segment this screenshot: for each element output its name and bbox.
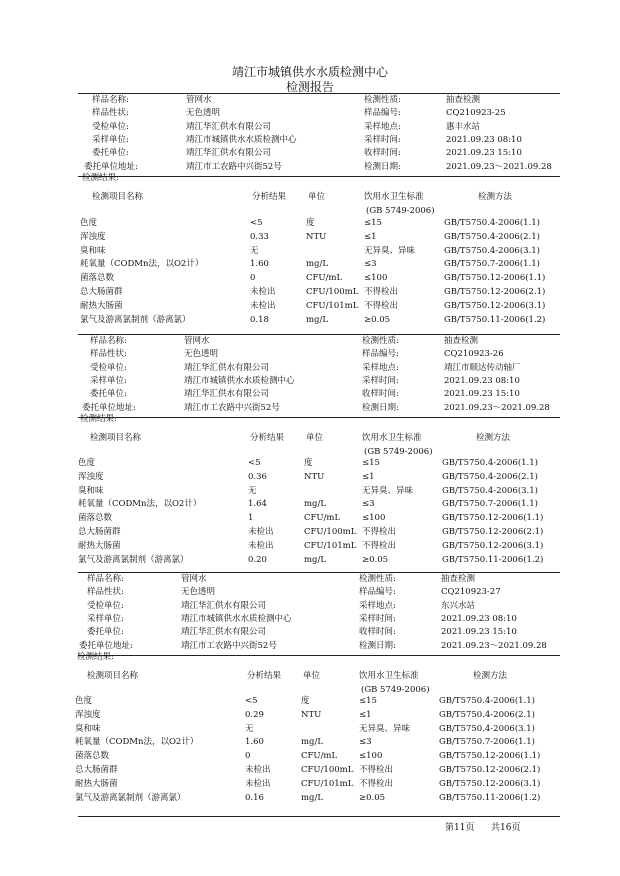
method-value: GB/T5750.12-2006(1.1) xyxy=(442,513,544,523)
standard-value: ≤1 xyxy=(364,232,377,242)
col-header-unit: 单位 xyxy=(306,433,324,443)
value-sample-state: 无色透明 xyxy=(181,587,216,598)
item-name: 耐热大肠菌 xyxy=(75,779,118,789)
col-header-standard-code: (GB 5749-2006) xyxy=(364,447,433,457)
label-sampling-time: 采样时间: xyxy=(362,375,399,386)
label-test-date: 检测日期: xyxy=(362,402,399,413)
standard-value: 不得检出 xyxy=(364,301,399,311)
unit-value: CFU/mL xyxy=(301,751,338,761)
result-value: 1 xyxy=(248,513,254,523)
result-value: 0.20 xyxy=(248,555,267,565)
result-value: 无 xyxy=(248,486,257,496)
col-header-standard: 饮用水卫生标准 xyxy=(359,671,419,681)
value-sampling-unit: 靖江市城镇供水水质检测中心 xyxy=(186,134,297,145)
method-value: GB/T5750.4-2006(1.1) xyxy=(439,696,535,706)
standard-value: ≤1 xyxy=(359,710,372,720)
value-test-nature: 抽查检测 xyxy=(446,95,481,105)
standard-value: ≤3 xyxy=(359,737,372,747)
unit-value: 度 xyxy=(306,218,315,228)
unit-value: mg/L xyxy=(304,499,327,509)
col-header-item: 检测项目名称 xyxy=(92,192,144,202)
standard-value: 不得检出 xyxy=(362,541,397,551)
item-name: 臭和味 xyxy=(78,486,104,496)
result-value: 0.29 xyxy=(245,710,264,720)
label-sample-no: 样品编号: xyxy=(362,349,399,360)
unit-value: CFU/mL xyxy=(306,273,343,283)
label-sampling-time: 采样时间: xyxy=(364,134,401,145)
unit-value: CFU/101mL xyxy=(304,541,357,551)
label-sample-name: 样品名称: xyxy=(90,336,127,346)
divider-line xyxy=(78,655,560,656)
method-value: GB/T5750.11-2006(1.2) xyxy=(439,793,541,803)
value-client-address: 靖江市工农路中兴街52号 xyxy=(181,640,277,651)
value-sample-no: CQ210923-25 xyxy=(446,108,506,119)
item-name: 色度 xyxy=(80,218,98,228)
item-name: 氯气及游离氯制剂（游离氯） xyxy=(75,793,186,803)
standard-value: 无异臭、异味 xyxy=(359,724,411,734)
item-name: 耗氧量（CODMn法，以O2计） xyxy=(78,499,202,509)
value-client-address: 靖江市工农路中兴街52号 xyxy=(186,161,282,172)
method-value: GB/T5750.4-2006(2.1) xyxy=(444,232,540,242)
value-entrusted-unit: 靖江华汇供水有限公司 xyxy=(181,600,267,611)
value-received-time: 2021.09.23 15:10 xyxy=(446,148,522,159)
label-client-address: 委托单位地址: xyxy=(79,640,133,651)
standard-value: 不得检出 xyxy=(364,287,399,297)
col-header-unit: 单位 xyxy=(308,192,326,202)
label-sampling-site: 采样地点: xyxy=(362,362,399,373)
unit-value: CFU/100mL xyxy=(304,527,357,537)
method-value: GB/T5750.4-2006(3.1) xyxy=(439,724,535,734)
report-title: 检测报告 xyxy=(285,80,334,94)
label-client-unit: 委托单位: xyxy=(87,627,124,638)
method-value: GB/T5750.11-2006(1.2) xyxy=(444,315,546,325)
standard-value: 无异臭、异味 xyxy=(364,246,416,256)
standard-value: ≤15 xyxy=(364,218,382,228)
standard-value: 不得检出 xyxy=(359,765,394,775)
label-entrusted-unit: 受检单位: xyxy=(87,600,124,611)
item-name: 耐热大肠菌 xyxy=(78,541,121,551)
item-name: 总大肠菌群 xyxy=(78,527,121,537)
label-sample-state: 样品性状: xyxy=(87,587,124,598)
item-name: 色度 xyxy=(78,458,96,468)
item-name: 菌落总数 xyxy=(80,273,115,283)
value-sample-state: 无色透明 xyxy=(184,349,219,360)
label-sampling-site: 采样地点: xyxy=(364,121,401,132)
item-name: 浑浊度 xyxy=(80,232,106,242)
col-header-method: 检测方法 xyxy=(478,192,513,202)
divider-line xyxy=(78,93,560,94)
col-header-result: 分析结果 xyxy=(252,192,287,202)
col-header-unit: 单位 xyxy=(303,671,321,681)
value-test-nature: 抽查检测 xyxy=(444,336,479,346)
item-name: 浑浊度 xyxy=(75,710,101,720)
unit-value: mg/L xyxy=(301,737,324,747)
results-label: 检测结果: xyxy=(80,414,117,424)
value-sample-name: 管网水 xyxy=(186,95,212,105)
label-test-nature: 检测性质: xyxy=(364,95,401,105)
value-test-date: 2021.09.23～2021.09.28 xyxy=(446,161,552,172)
result-value: 无 xyxy=(245,724,254,734)
unit-value: mg/L xyxy=(301,793,324,803)
standard-value: 不得检出 xyxy=(362,527,397,537)
unit-value: 度 xyxy=(304,458,313,468)
label-sample-no: 样品编号: xyxy=(359,587,396,598)
col-header-method: 检测方法 xyxy=(476,433,511,443)
col-header-result: 分析结果 xyxy=(250,433,285,443)
value-client-address: 靖江市工农路中兴街52号 xyxy=(184,402,280,413)
item-name: 氯气及游离氯制剂（游离氯） xyxy=(78,555,189,565)
unit-value: NTU xyxy=(306,232,327,242)
results-label: 检测结果: xyxy=(77,652,114,662)
value-test-nature: 抽查检测 xyxy=(441,574,476,584)
item-name: 总大肠菌群 xyxy=(80,287,123,297)
standard-value: ≥0.05 xyxy=(364,315,391,325)
item-name: 耗氧量（CODMn法，以O2计） xyxy=(80,259,204,269)
col-header-standard: 饮用水卫生标准 xyxy=(362,433,422,443)
col-header-item: 检测项目名称 xyxy=(87,671,139,681)
result-value: 无 xyxy=(250,246,259,256)
col-header-result: 分析结果 xyxy=(247,671,282,681)
method-value: GB/T5750.4-2006(3.1) xyxy=(444,246,540,256)
value-sampling-site: 东兴水站 xyxy=(441,600,476,611)
value-received-time: 2021.09.23 15:10 xyxy=(444,389,520,400)
method-value: GB/T5750.12-2006(3.1) xyxy=(444,301,546,311)
org-title: 靖江市城镇供水水质检测中心 xyxy=(231,65,388,79)
method-value: GB/T5750.12-2006(3.1) xyxy=(439,779,541,789)
unit-value: CFU/mL xyxy=(304,513,341,523)
unit-value: 度 xyxy=(301,696,310,706)
value-test-date: 2021.09.23～2021.09.28 xyxy=(444,402,550,413)
col-header-method: 检测方法 xyxy=(473,671,508,681)
divider-line xyxy=(78,334,560,335)
method-value: GB/T5750.7-2006(1.1) xyxy=(444,259,540,269)
standard-value: 无异臭、异味 xyxy=(362,486,414,496)
result-value: 未检出 xyxy=(250,287,276,297)
method-value: GB/T5750.4-2006(1.1) xyxy=(444,218,540,228)
label-sample-no: 样品编号: xyxy=(364,108,401,119)
result-value: 1.64 xyxy=(248,499,267,509)
standard-value: ≤15 xyxy=(359,696,377,706)
value-sampling-unit: 靖江市城镇供水水质检测中心 xyxy=(184,375,295,386)
method-value: GB/T5750.12-2006(2.1) xyxy=(442,527,544,537)
method-value: GB/T5750.4-2006(2.1) xyxy=(439,710,535,720)
label-entrusted-unit: 受检单位: xyxy=(92,121,129,132)
label-test-date: 检测日期: xyxy=(359,640,396,651)
value-sample-name: 管网水 xyxy=(184,336,210,346)
label-sampling-unit: 采样单位: xyxy=(90,375,127,386)
unit-value: mg/L xyxy=(306,315,329,325)
value-sampling-time: 2021.09.23 08:10 xyxy=(446,134,522,145)
value-received-time: 2021.09.23 15:10 xyxy=(441,627,517,638)
value-sample-no: CQ210923-26 xyxy=(444,349,504,360)
standard-value: ≤3 xyxy=(364,259,377,269)
unit-value: NTU xyxy=(304,472,325,482)
method-value: GB/T5750.12-2006(2.1) xyxy=(439,765,541,775)
method-value: GB/T5750.12-2006(2.1) xyxy=(444,287,546,297)
value-entrusted-unit: 靖江华汇供水有限公司 xyxy=(184,362,270,373)
value-sampling-unit: 靖江市城镇供水水质检测中心 xyxy=(181,613,292,624)
value-sample-name: 管网水 xyxy=(181,574,207,584)
standard-value: ≤100 xyxy=(359,751,383,761)
label-received-time: 收样时间: xyxy=(359,627,396,638)
method-value: GB/T5750.12-2006(1.1) xyxy=(444,273,546,283)
col-header-standard-code: (GB 5749-2006) xyxy=(361,685,430,695)
label-sampling-unit: 采样单位: xyxy=(87,613,124,624)
item-name: 耗氧量（CODMn法，以O2计） xyxy=(75,737,199,747)
col-header-standard-code: (GB 5749-2006) xyxy=(366,206,435,216)
unit-value: mg/L xyxy=(304,555,327,565)
method-value: GB/T5750.7-2006(1.1) xyxy=(442,499,538,509)
label-client-unit: 委托单位: xyxy=(90,389,127,400)
standard-value: ≤100 xyxy=(362,513,386,523)
method-value: GB/T5750.12-2006(3.1) xyxy=(442,541,544,551)
result-value: 0.16 xyxy=(245,793,264,803)
result-value: 0.18 xyxy=(250,315,269,325)
item-name: 耐热大肠菌 xyxy=(80,301,123,311)
label-sample-name: 样品名称: xyxy=(92,95,129,105)
label-sample-state: 样品性状: xyxy=(92,108,129,119)
value-client-unit: 靖江华汇供水有限公司 xyxy=(186,148,272,159)
label-sample-name: 样品名称: xyxy=(87,574,124,584)
standard-value: ≥0.05 xyxy=(359,793,386,803)
unit-value: CFU/100mL xyxy=(306,287,359,297)
divider-line xyxy=(78,572,560,573)
unit-value: NTU xyxy=(301,710,322,720)
result-value: 未检出 xyxy=(245,779,271,789)
result-value: 未检出 xyxy=(248,541,274,551)
unit-value: CFU/101mL xyxy=(301,779,354,789)
label-sampling-unit: 采样单位: xyxy=(92,134,129,145)
item-name: 浑浊度 xyxy=(78,472,104,482)
label-test-date: 检测日期: xyxy=(364,161,401,172)
standard-value: ≥0.05 xyxy=(362,555,389,565)
label-test-nature: 检测性质: xyxy=(362,336,399,346)
result-value: <5 xyxy=(250,218,263,228)
unit-value: mg/L xyxy=(306,259,329,269)
value-entrusted-unit: 靖江华汇供水有限公司 xyxy=(186,121,272,132)
result-value: 0 xyxy=(245,751,251,761)
value-client-unit: 靖江华汇供水有限公司 xyxy=(181,627,267,638)
divider-line xyxy=(78,816,560,817)
label-client-unit: 委托单位: xyxy=(92,148,129,159)
standard-value: ≤1 xyxy=(362,472,375,482)
result-value: 0.36 xyxy=(248,472,267,482)
unit-value: CFU/101mL xyxy=(306,301,359,311)
method-value: GB/T5750.7-2006(1.1) xyxy=(439,737,535,747)
item-name: 氯气及游离氯制剂（游离氯） xyxy=(80,315,191,325)
standard-value: ≤3 xyxy=(362,499,375,509)
label-received-time: 收样时间: xyxy=(364,148,401,159)
label-sample-state: 样品性状: xyxy=(90,349,127,360)
value-sampling-time: 2021.09.23 08:10 xyxy=(441,613,517,624)
result-value: <5 xyxy=(248,458,261,468)
col-header-standard: 饮用水卫生标准 xyxy=(364,192,424,202)
unit-value: CFU/100mL xyxy=(301,765,354,775)
label-entrusted-unit: 受检单位: xyxy=(90,362,127,373)
result-value: 1.60 xyxy=(245,737,264,747)
item-name: 总大肠菌群 xyxy=(75,765,118,775)
item-name: 臭和味 xyxy=(80,246,106,256)
label-sampling-time: 采样时间: xyxy=(359,613,396,624)
item-name: 臭和味 xyxy=(75,724,101,734)
result-value: 1.60 xyxy=(250,259,269,269)
value-sample-state: 无色透明 xyxy=(186,108,221,119)
standard-value: 不得检出 xyxy=(359,779,394,789)
standard-value: ≤100 xyxy=(364,273,388,283)
item-name: 菌落总数 xyxy=(75,751,110,761)
page-number: 第11页 xyxy=(445,823,475,833)
value-sample-no: CQ210923-27 xyxy=(441,587,501,598)
value-sampling-site: 靖江市顺达传动轴厂 xyxy=(444,362,521,373)
result-value: 未检出 xyxy=(250,301,276,311)
method-value: GB/T5750.11-2006(1.2) xyxy=(442,555,544,565)
value-sampling-site: 惠丰水站 xyxy=(446,121,481,132)
label-client-address: 委托单位地址: xyxy=(84,161,138,172)
item-name: 菌落总数 xyxy=(78,513,113,523)
col-header-item: 检测项目名称 xyxy=(90,433,142,443)
result-value: 未检出 xyxy=(248,527,274,537)
divider-line xyxy=(78,417,560,418)
result-value: 未检出 xyxy=(245,765,271,775)
result-value: 0.33 xyxy=(250,232,269,242)
method-value: GB/T5750.4-2006(3.1) xyxy=(442,486,538,496)
method-value: GB/T5750.12-2006(1.1) xyxy=(439,751,541,761)
standard-value: ≤15 xyxy=(362,458,380,468)
result-value: 0 xyxy=(250,273,256,283)
value-test-date: 2021.09.23～2021.09.28 xyxy=(441,640,547,651)
value-sampling-time: 2021.09.23 08:10 xyxy=(444,375,520,386)
method-value: GB/T5750.4-2006(2.1) xyxy=(442,472,538,482)
label-received-time: 收样时间: xyxy=(362,389,399,400)
method-value: GB/T5750.4-2006(1.1) xyxy=(442,458,538,468)
page-total: 共16页 xyxy=(491,823,521,833)
divider-line xyxy=(78,176,560,177)
item-name: 色度 xyxy=(75,696,93,706)
label-client-address: 委托单位地址: xyxy=(82,402,136,413)
label-test-nature: 检测性质: xyxy=(359,574,396,584)
label-sampling-site: 采样地点: xyxy=(359,600,396,611)
results-label: 检测结果: xyxy=(82,173,119,183)
value-client-unit: 靖江华汇供水有限公司 xyxy=(184,389,270,400)
result-value: <5 xyxy=(245,696,258,706)
